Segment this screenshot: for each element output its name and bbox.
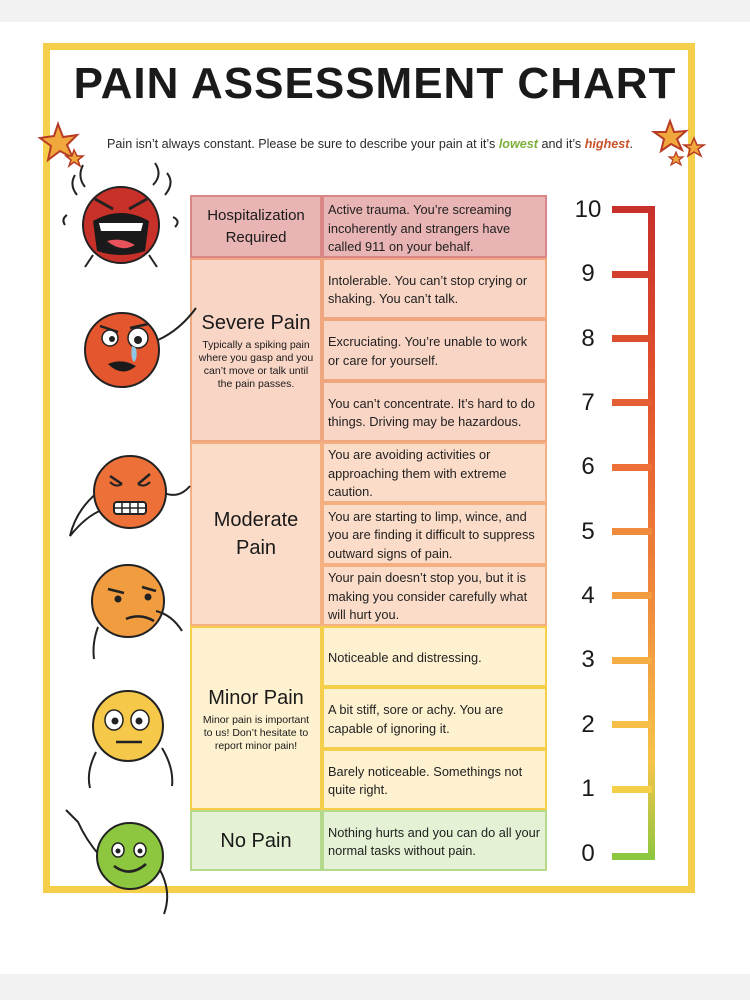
level-10-description bbox=[322, 195, 547, 258]
level-text: You can’t concentrate. It’s hard to do things. Driving may be hazardous. bbox=[328, 395, 536, 429]
scale-number-10: 10 bbox=[574, 196, 602, 223]
scale-number-5: 5 bbox=[581, 518, 595, 545]
subtitle-end: . bbox=[629, 137, 633, 151]
scale-number-9: 9 bbox=[581, 260, 595, 287]
category-severe bbox=[190, 258, 322, 442]
scale-number-6: 6 bbox=[581, 453, 595, 480]
category-name: Hospitalization Required bbox=[207, 206, 305, 246]
level-text: You are avoiding activities or approaching them with extreme caution. bbox=[328, 447, 507, 500]
scale-number-7: 7 bbox=[581, 389, 595, 416]
subtitle-lowest: lowest bbox=[498, 137, 539, 151]
level-1-description bbox=[322, 749, 547, 810]
frowning-face-icon bbox=[80, 555, 190, 665]
level-text: Your pain doesn’t stop you, but it is making you consider carefully what will hurt you. bbox=[328, 570, 528, 623]
scale-number-0: 0 bbox=[581, 840, 595, 867]
level-text: Barely noticeable. Somethings not quite right. bbox=[328, 763, 523, 797]
category-moderate bbox=[190, 442, 322, 626]
level-4-description bbox=[322, 565, 547, 626]
grimacing-face-icon bbox=[66, 440, 196, 540]
category-hospitalization bbox=[190, 195, 322, 258]
page-subtitle bbox=[0, 137, 740, 151]
screaming-face-icon bbox=[55, 155, 190, 270]
category-name: Severe Pain bbox=[201, 312, 311, 334]
level-text: Nothing hurts and you can do all your normal tasks without pain. bbox=[328, 824, 540, 858]
level-text: Intolerable. You can’t stop crying or shaking. You can’t talk. bbox=[328, 272, 528, 306]
page-title: PAIN ASSESSMENT CHART bbox=[73, 59, 677, 108]
subtitle-text: Pain isn’t always constant. Please be sure to describe your pain at it’s bbox=[107, 137, 499, 151]
level-text: Excruciating. You’re unable to work or care for yourself. bbox=[328, 334, 528, 368]
neutral-face-icon bbox=[80, 682, 190, 792]
level-9-description bbox=[322, 258, 547, 319]
level-text: Noticeable and distressing. bbox=[328, 649, 482, 665]
scale-number-1: 1 bbox=[581, 775, 595, 802]
category-no-pain bbox=[190, 810, 322, 871]
level-5-description bbox=[322, 503, 547, 565]
subtitle-highest: highest bbox=[584, 137, 630, 151]
category-name: No Pain bbox=[220, 829, 292, 852]
level-0-description bbox=[322, 810, 547, 871]
category-minor bbox=[190, 626, 322, 810]
pain-table bbox=[190, 195, 547, 871]
star-icon bbox=[650, 118, 710, 173]
scale-number-3: 3 bbox=[581, 646, 595, 673]
smiling-face-icon bbox=[60, 800, 180, 920]
crying-face-icon bbox=[60, 300, 200, 400]
subtitle-mid: and it’s bbox=[538, 137, 585, 151]
level-2-description bbox=[322, 687, 547, 749]
category-description: Minor pain is important to us! Don’t hesitate to report minor pain! bbox=[202, 713, 310, 752]
level-text: You are starting to limp, wince, and you are finding it difficult to suppress outward signs of pain. bbox=[328, 508, 535, 561]
level-8-description bbox=[322, 319, 547, 381]
category-name: Minor Pain bbox=[208, 686, 304, 709]
scale-number-4: 4 bbox=[581, 582, 595, 609]
level-7-description bbox=[322, 381, 547, 442]
category-description: Typically a spiking pain where you gasp and you can’t move or talk until the pain passes. bbox=[198, 339, 314, 390]
category-name: Moderate Pain bbox=[213, 509, 299, 559]
level-3-description bbox=[322, 626, 547, 687]
scale-number-8: 8 bbox=[581, 325, 595, 352]
level-6-description bbox=[322, 442, 547, 503]
scale-number-2: 2 bbox=[581, 711, 595, 738]
level-text: A bit stiff, sore or achy. You are capable of ignoring it. bbox=[328, 702, 504, 736]
level-text: Active trauma. You’re screaming incoherently and strangers have called 911 on your behalf. bbox=[328, 202, 512, 254]
